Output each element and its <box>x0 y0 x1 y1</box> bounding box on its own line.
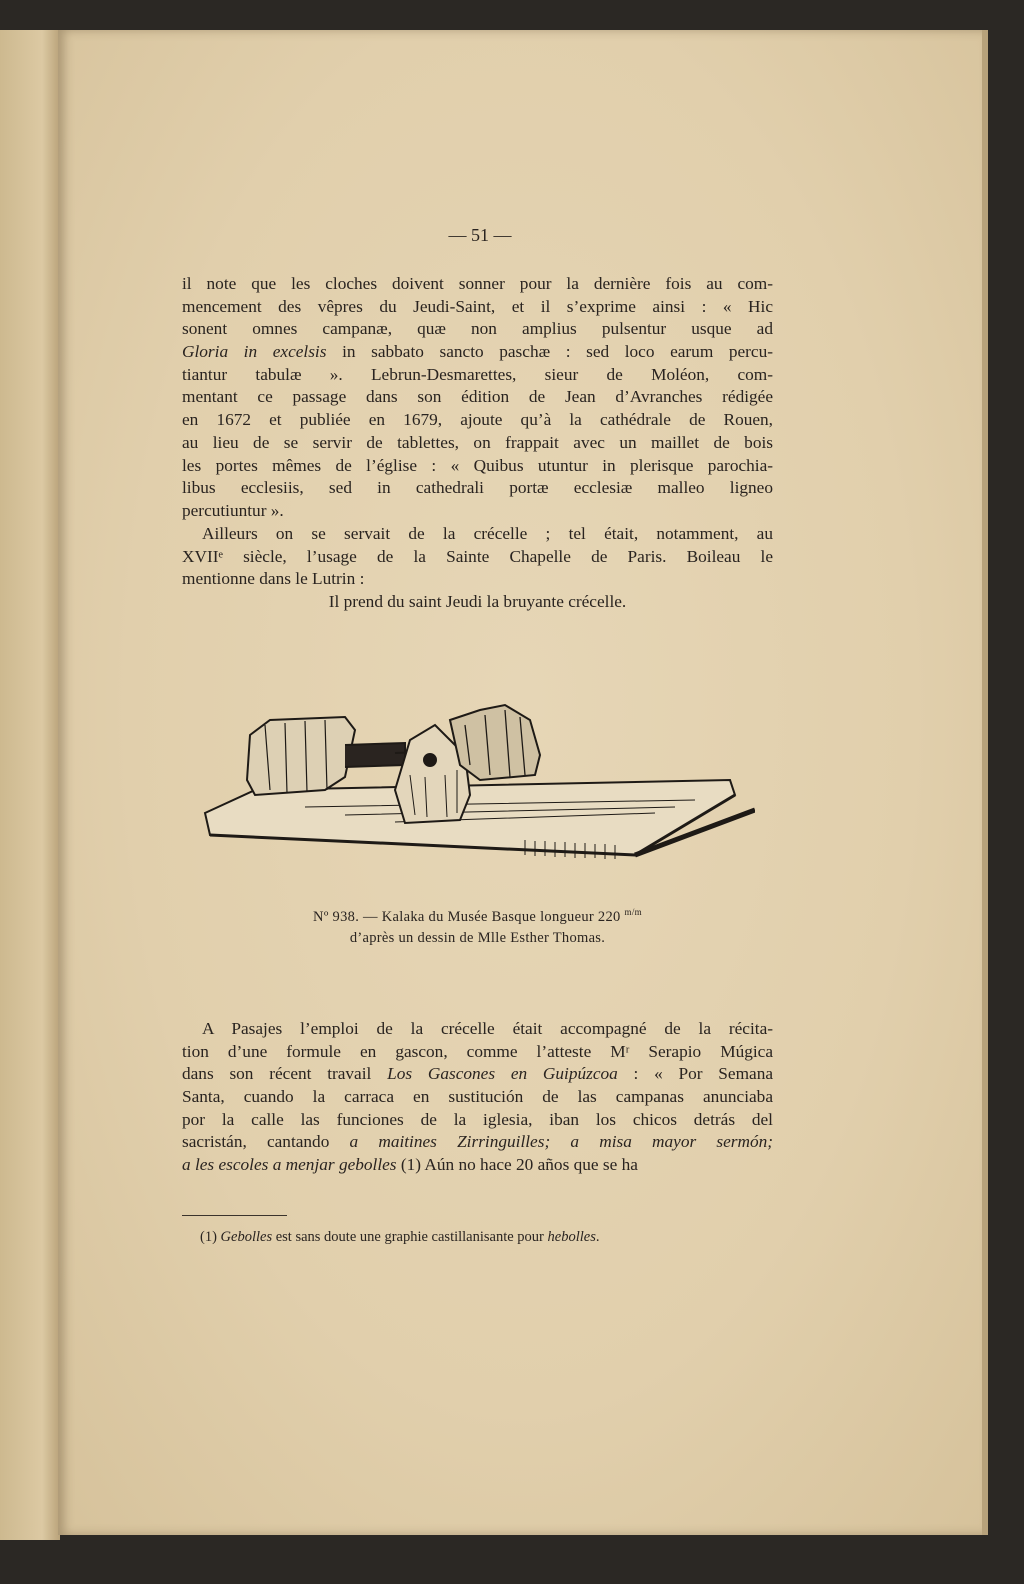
italic-text: Los Gascones en Guipúzcoa <box>387 1064 618 1084</box>
footnote-divider <box>182 1215 287 1216</box>
page-number: — 51 — <box>448 225 512 245</box>
italic-text: hebolles <box>547 1229 596 1245</box>
text-run: sonent omnes campanæ, quæ non amplius pulsentur usque ad <box>182 319 773 339</box>
text-line <box>182 296 773 319</box>
footnote <box>200 1229 599 1246</box>
paragraph-3 <box>182 1018 773 1177</box>
text-line <box>182 546 773 569</box>
verse-quote <box>182 591 773 614</box>
text-run: tiantur tabulæ ». Lebrun-Desmarettes, sieur de Moléon, com- <box>182 364 773 384</box>
kalaka-illustration <box>195 695 755 870</box>
text-line <box>182 477 773 500</box>
text-line <box>182 1041 773 1064</box>
caption-unit: m/m <box>624 907 642 917</box>
italic-text: a maitines Zirringuilles; a misa mayor sermón; <box>349 1132 774 1152</box>
text-line <box>182 386 773 409</box>
text-run: libus ecclesiis, sed in cathedrali portæ ecclesiæ malleo ligneo <box>182 478 773 498</box>
text-run: tion d’une formule en gascon, comme l’atteste Mʳ Serapio Múgica <box>182 1041 773 1061</box>
verse-line: Il prend du saint Jeudi la bruyante crécelle. <box>328 592 627 611</box>
text-run: les portes mêmes de l’église : « Quibus utuntur in plerisque parochia- <box>182 455 773 475</box>
facing-page-edge <box>0 30 60 1540</box>
text-line <box>182 1131 773 1154</box>
italic-text: Gebolles <box>220 1229 273 1245</box>
text-line <box>182 432 773 455</box>
text-line <box>182 455 773 478</box>
text-run: in sabbato sancto paschæ : sed loco earum percu- <box>326 342 773 362</box>
text-line <box>182 1154 773 1177</box>
text-line <box>182 409 773 432</box>
text-line <box>182 500 773 523</box>
text-run: sacristán, cantando <box>182 1132 350 1152</box>
text-run: il note que les cloches doivent sonner pour la dernière fois au com- <box>182 274 773 293</box>
text-run: por la calle las funciones de la iglesia, iban los chicos detrás del <box>182 1109 773 1129</box>
text-run: en 1672 et publiée en 1679, ajoute qu’à la cathédrale de Rouen, <box>182 410 773 430</box>
text-run: . <box>595 1229 600 1245</box>
text-run: A Pasajes l’emploi de la crécelle était accompagné de la récita- <box>202 1019 773 1038</box>
text-line <box>182 523 773 546</box>
text-run: (1) Aún no hace 20 años que se ha <box>396 1155 638 1175</box>
text-line <box>182 1018 773 1041</box>
text-run: XVIIᵉ siècle, l’usage de la Sainte Chapelle de Paris. Boileau le <box>182 546 773 566</box>
text-line <box>182 341 773 364</box>
text-run: au lieu de se servir de tablettes, on frappait avec un maillet de bois <box>182 432 773 452</box>
figure-caption <box>182 902 773 949</box>
text-line <box>182 1063 773 1086</box>
caption-line-1: Nº 938. — Kalaka du Musée Basque longueur 220 $^{m/m}$ <box>313 907 642 925</box>
paragraph-1 <box>182 273 773 523</box>
text-run: Ailleurs on se servait de la crécelle ; tel était, notamment, au <box>202 524 773 543</box>
text-line <box>182 273 773 296</box>
text-run: mentionne dans le Lutrin : <box>182 569 365 589</box>
text-run: : « Por Semana <box>617 1064 774 1084</box>
caption-line-2: d’après un dessin de Mlle Esther Thomas. <box>349 929 606 946</box>
text-run: (1) <box>200 1229 221 1245</box>
text-run: est sans doute une graphie castillanisante pour <box>272 1229 548 1245</box>
text-run: Santa, cuando la carraca en sustitución de las campanas anunciaba <box>182 1087 773 1107</box>
text-run: percutiuntur ». <box>182 500 284 520</box>
text-line <box>182 1109 773 1132</box>
paragraph-2 <box>182 523 773 591</box>
text-line <box>182 364 773 387</box>
page-edge <box>982 30 988 1535</box>
italic-text: a les escoles a menjar gebolles <box>182 1155 397 1175</box>
text-line <box>182 568 773 591</box>
italic-text: Gloria in excelsis <box>182 342 327 362</box>
text-run: mencement des vêpres du Jeudi-Saint, et il s’exprime ainsi : « Hic <box>182 296 773 316</box>
text-line <box>182 1086 773 1109</box>
text-run: dans son récent travail <box>182 1064 388 1084</box>
text-run: mentant ce passage dans son édition de Jean d’Avranches rédigée <box>182 387 773 407</box>
text-line <box>182 318 773 341</box>
